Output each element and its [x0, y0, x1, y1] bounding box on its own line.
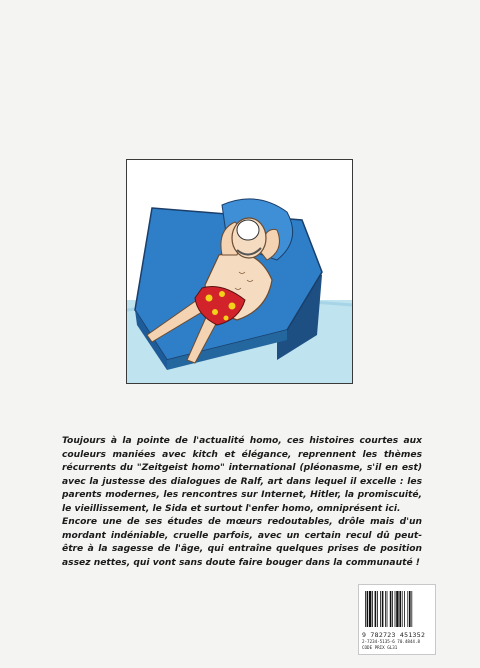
barcode-digits: 9 782723 451352: [362, 631, 426, 639]
blurb-paragraph-1: Toujours à la pointe de l'actualité homo, ces histoires courtes aux couleurs maniées avec kitch et élégance, reprennent les thèmes récurrents du "Zeitgeist homo" international (pléonasme, s'il en est) avec la justesse des dialogues de Ralf, art dans lequel il excelle : les parents modernes, les rencontres sur Internet, Hitler, la promiscuité, le vieillissement, le Sida et surtout l'enfer homo, omniprésent ici.: [62, 436, 422, 514]
cover-illustration: [126, 159, 353, 384]
barcode-price-code: CODE PRIX GL31: [362, 645, 398, 650]
blurb-paragraph-2: Encore une de ses études de mœurs redoutables, drôle mais d'un mordant indéniable, cruelle parfois, avec un certain recul dû peut-être à la sagesse de l'âge, qui entraîne quelques prises de position assez nettes, qui vont sans doute faire bouger dans la communauté !: [62, 517, 422, 568]
barcode-isbn-line: 2-7234-5135-6 70.4844.8: [362, 639, 420, 644]
back-cover-blurb: [62, 435, 422, 570]
man-lying-on-mattress-drawing: [127, 160, 352, 383]
barcode-bars: [359, 585, 435, 631]
isbn-barcode: [358, 584, 436, 655]
